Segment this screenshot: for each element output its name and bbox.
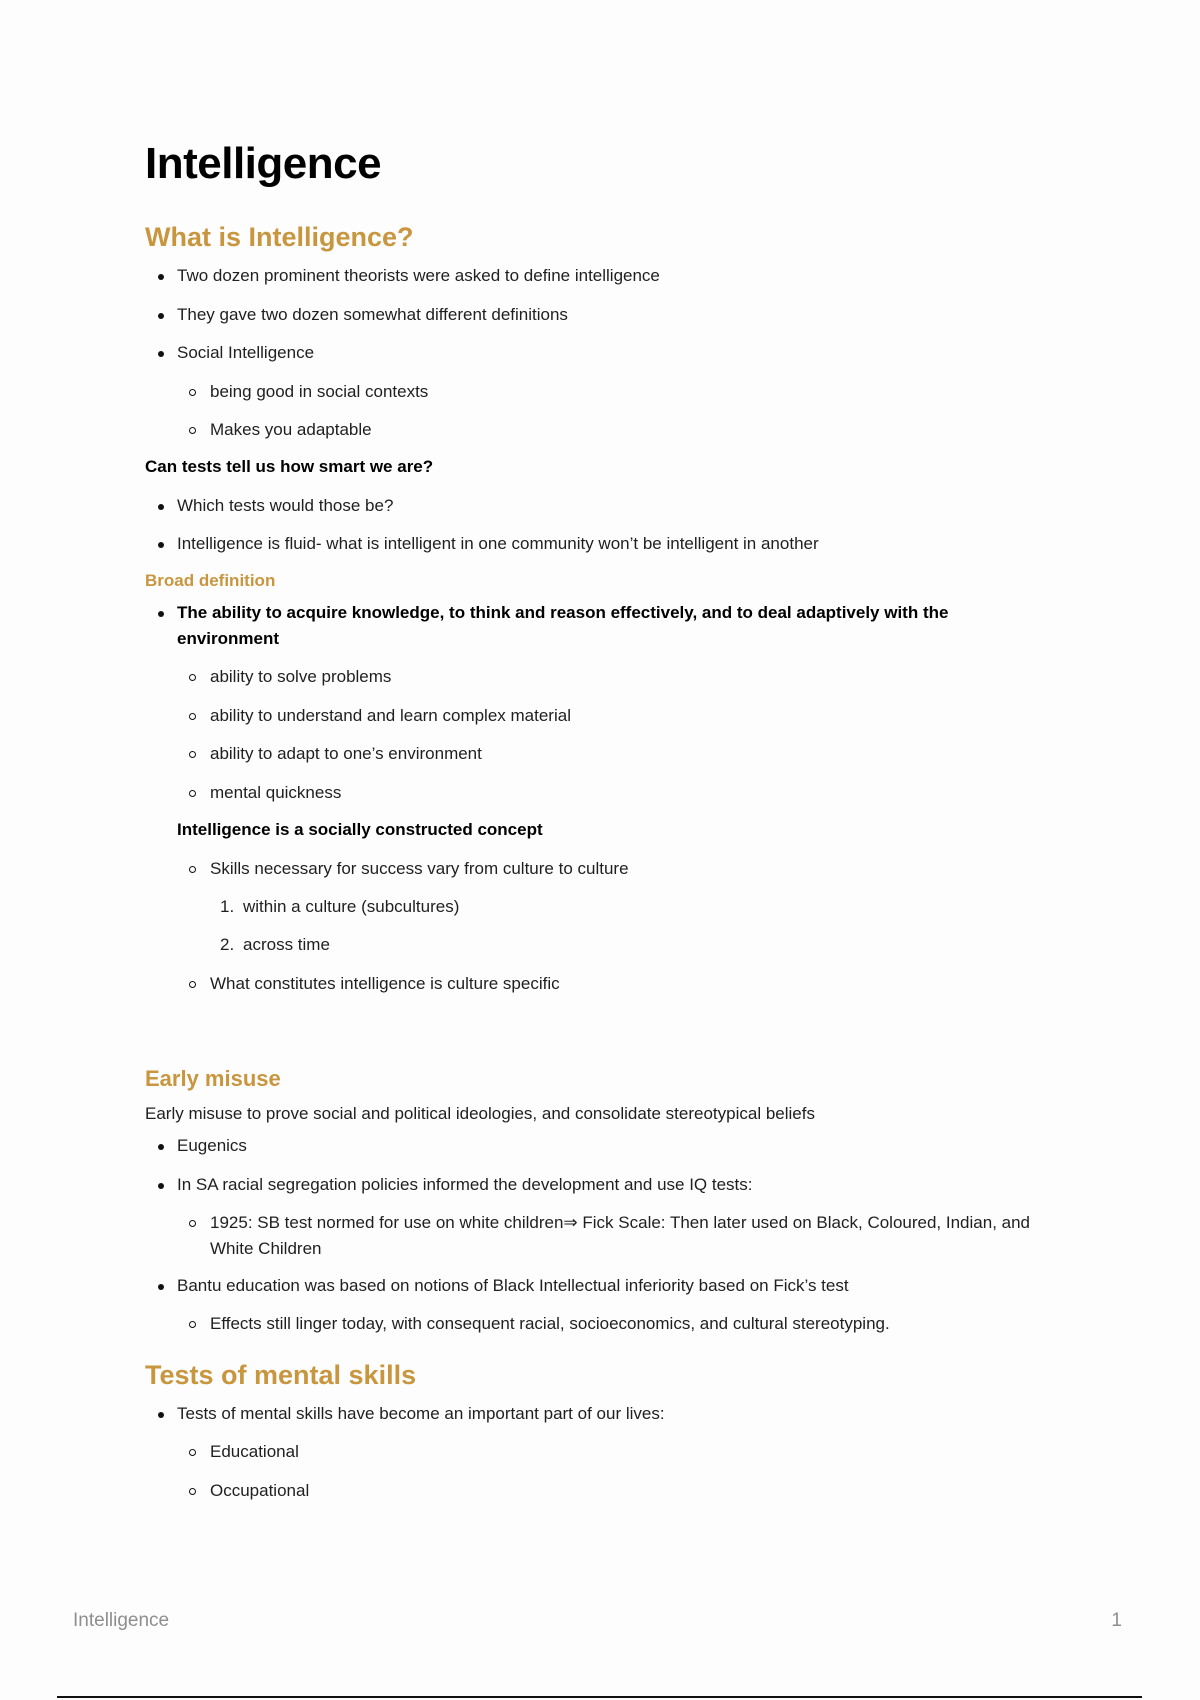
list-subitem: 1925: SB test normed for use on white children⇒ Fick Scale: Then later used on Black, Coloured, Indian, and White Children <box>145 1210 1045 1261</box>
list-subitem: Makes you adaptable <box>145 417 1045 443</box>
list-item: They gave two dozen somewhat different definitions <box>145 302 1045 328</box>
list-subitem: Educational <box>145 1439 1045 1465</box>
heading-tests-of-mental-skills: Tests of mental skills <box>145 1359 417 1390</box>
question-heading: Can tests tell us how smart we are? <box>145 457 434 477</box>
list-subitem: mental quickness <box>145 780 1045 806</box>
list-item: Which tests would those be? <box>145 493 1045 519</box>
section-spacer <box>145 1009 1045 1065</box>
list-subitem: ability to solve problems <box>145 664 1045 690</box>
list-what-is-intelligence <box>145 263 1045 443</box>
footer-page-number: 1 <box>1111 1610 1122 1631</box>
heading-early-misuse: Early misuse <box>145 1066 281 1092</box>
list-item: Bantu education was based on notions of Black Intellectual inferiority based on Fick’s test <box>145 1273 1045 1299</box>
footer-document-title: Intelligence <box>73 1610 170 1631</box>
list-item: Intelligence is fluid- what is intelligent in one community won’t be intelligent in another <box>145 531 1045 557</box>
list-item: Tests of mental skills have become an important part of our lives: <box>145 1401 1045 1427</box>
list-subitem: Effects still linger today, with consequent racial, socioeconomics, and cultural stereotyping. <box>145 1311 1045 1337</box>
item-text: within a culture (subcultures) <box>243 896 460 916</box>
list-social-construct <box>145 856 1045 997</box>
list-early-misuse <box>145 1133 1045 1337</box>
numbered-item <box>145 932 1045 958</box>
heading-broad-definition: Broad definition <box>145 570 276 590</box>
list-subitem: Skills necessary for success vary from culture to culture <box>145 856 1045 882</box>
page-title: Intelligence <box>145 139 382 188</box>
document-content <box>145 140 1045 1516</box>
list-broad-definition <box>145 600 1045 806</box>
list-item: Social Intelligence <box>145 340 1045 366</box>
list-item: In SA racial segregation policies informed the development and use IQ tests: <box>145 1172 1045 1198</box>
item-text: across time <box>243 935 330 955</box>
definition-item: The ability to acquire knowledge, to think and reason effectively, and to deal adaptively with the environment <box>145 600 1045 653</box>
item-number: 1. <box>220 896 235 916</box>
list-subitem: Occupational <box>145 1478 1045 1504</box>
list-subitem: What constitutes intelligence is culture specific <box>145 971 1045 997</box>
heading-what-is-intelligence: What is Intelligence? <box>145 222 414 253</box>
list-question <box>145 493 1045 558</box>
list-tests <box>145 1401 1045 1504</box>
misuse-intro: Early misuse to prove social and political ideologies, and consolidate stereotypical beliefs <box>145 1103 815 1123</box>
list-subitem: ability to understand and learn complex material <box>145 703 1045 729</box>
list-subitem: being good in social contexts <box>145 379 1045 405</box>
social-construct-heading: Intelligence is a socially constructed concept <box>177 819 543 839</box>
section-spacer <box>145 1350 1045 1358</box>
list-item: Eugenics <box>145 1133 1045 1159</box>
numbered-item <box>145 894 1045 920</box>
list-item: Two dozen prominent theorists were asked to define intelligence <box>145 263 1045 289</box>
page-bottom-divider <box>57 1696 1142 1698</box>
item-number: 2. <box>220 935 235 955</box>
list-subitem: ability to adapt to one’s environment <box>145 741 1045 767</box>
